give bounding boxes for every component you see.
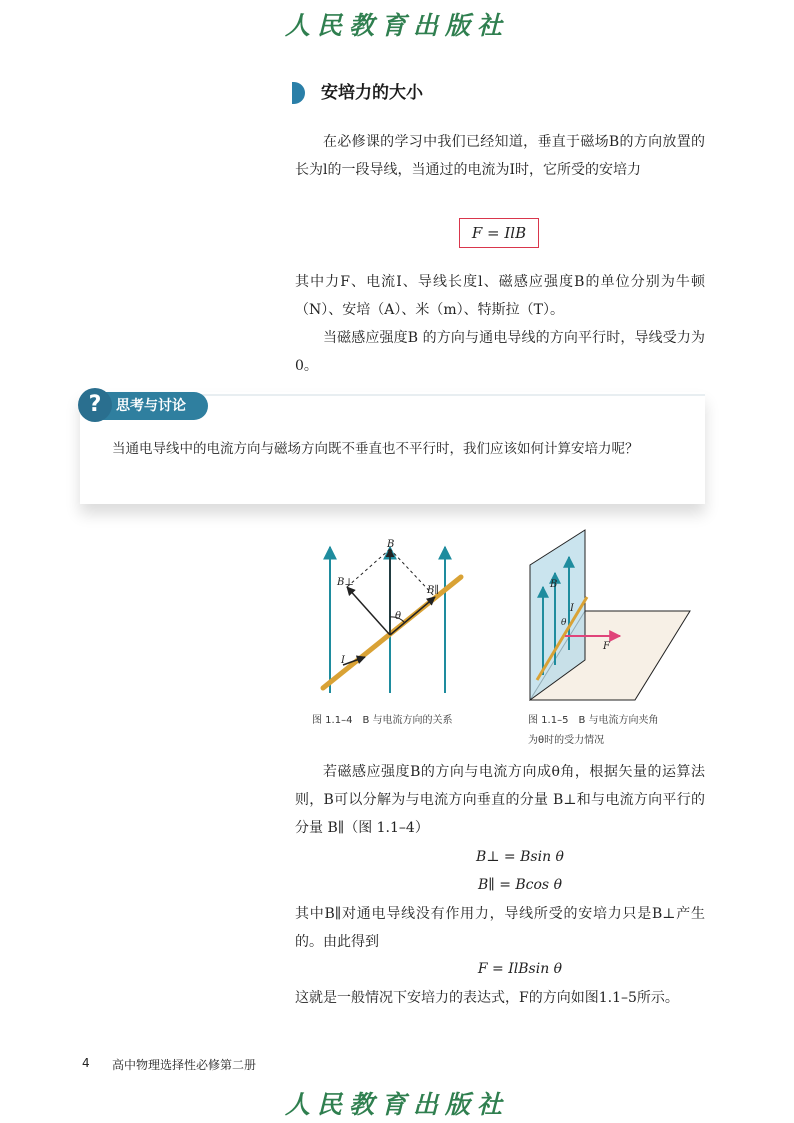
section-title: 安培力的大小 (321, 83, 423, 103)
think-badge-label: 思考与讨论 (116, 398, 186, 414)
figure-1-1-4-caption: 图 1.1–4 B 与电流方向的关系 (312, 715, 453, 726)
label-theta: θ (561, 618, 567, 628)
label-i: I (570, 603, 574, 614)
label-b: B (550, 579, 558, 590)
paragraph-1: 在必修课的学习中我们已经知道，垂直于磁场B的方向放置的长为l的一段导线，当通过的电流为I时，它所受的安培力 (295, 134, 705, 178)
formula-box: F = IlB (459, 218, 539, 248)
section-marker-icon (292, 82, 305, 104)
think-question: 当通电导线中的电流方向与磁场方向既不垂直也不平行时，我们应该如何计算安培力呢？ (112, 441, 639, 457)
book-title: 高中物理选择性必修第二册 (112, 1058, 257, 1072)
figure-1-1-5 (525, 525, 695, 705)
figure-1-1-4 (315, 535, 475, 695)
paragraph-2: 其中力F、电流I、导线长度l、磁感应强度B的单位分别为牛顿（N）、安培（A）、米（m）、特斯拉（T）。 (295, 274, 705, 318)
equation-force: F = IlBsin θ (477, 961, 563, 977)
publisher-logo-bottom: 人民教育出版社 (284, 1090, 509, 1119)
b-perp-vector (347, 587, 390, 635)
label-b: B (387, 539, 395, 550)
label-b-perp: B⊥ (337, 577, 354, 588)
paragraph-3: 当磁感应强度B 的方向与通电导线的方向平行时，导线受力为 0。 (295, 330, 705, 374)
think-badge (80, 392, 208, 420)
figure-1-1-5-caption-line1: 图 1.1–5 B 与电流方向夹角 (528, 715, 659, 726)
paragraph-6: 这就是一般情况下安培力的表达式，F的方向如图1.1–5所示。 (295, 990, 679, 1006)
think-discuss-box (80, 392, 705, 504)
figure-1-1-5-caption-line2: 为θ时的受力情况 (528, 735, 605, 746)
question-icon: ? (78, 388, 112, 422)
label-theta: θ (395, 611, 402, 622)
paragraph-5: 其中B∥对通电导线没有作用力，导线所受的安培力只是B⊥产生的。由此得到 (295, 906, 705, 950)
label-i: I (341, 655, 345, 666)
paragraph-4: 若磁感应强度B的方向与电流方向成θ角，根据矢量的运算法则，B可以分解为与电流方向垂直的分量 B⊥和与电流方向平行的分量 B∥（图 1.1–4） (295, 764, 705, 836)
equation-b-perp: B⊥ = Bsin θ (476, 849, 564, 865)
publisher-logo-top: 人民教育出版社 (284, 11, 509, 40)
label-f: F (603, 641, 610, 652)
equation-b-par: B∥ = Bcos θ (477, 877, 562, 893)
label-b-par: B∥ (427, 585, 439, 596)
page-number: 4 (82, 1056, 90, 1070)
